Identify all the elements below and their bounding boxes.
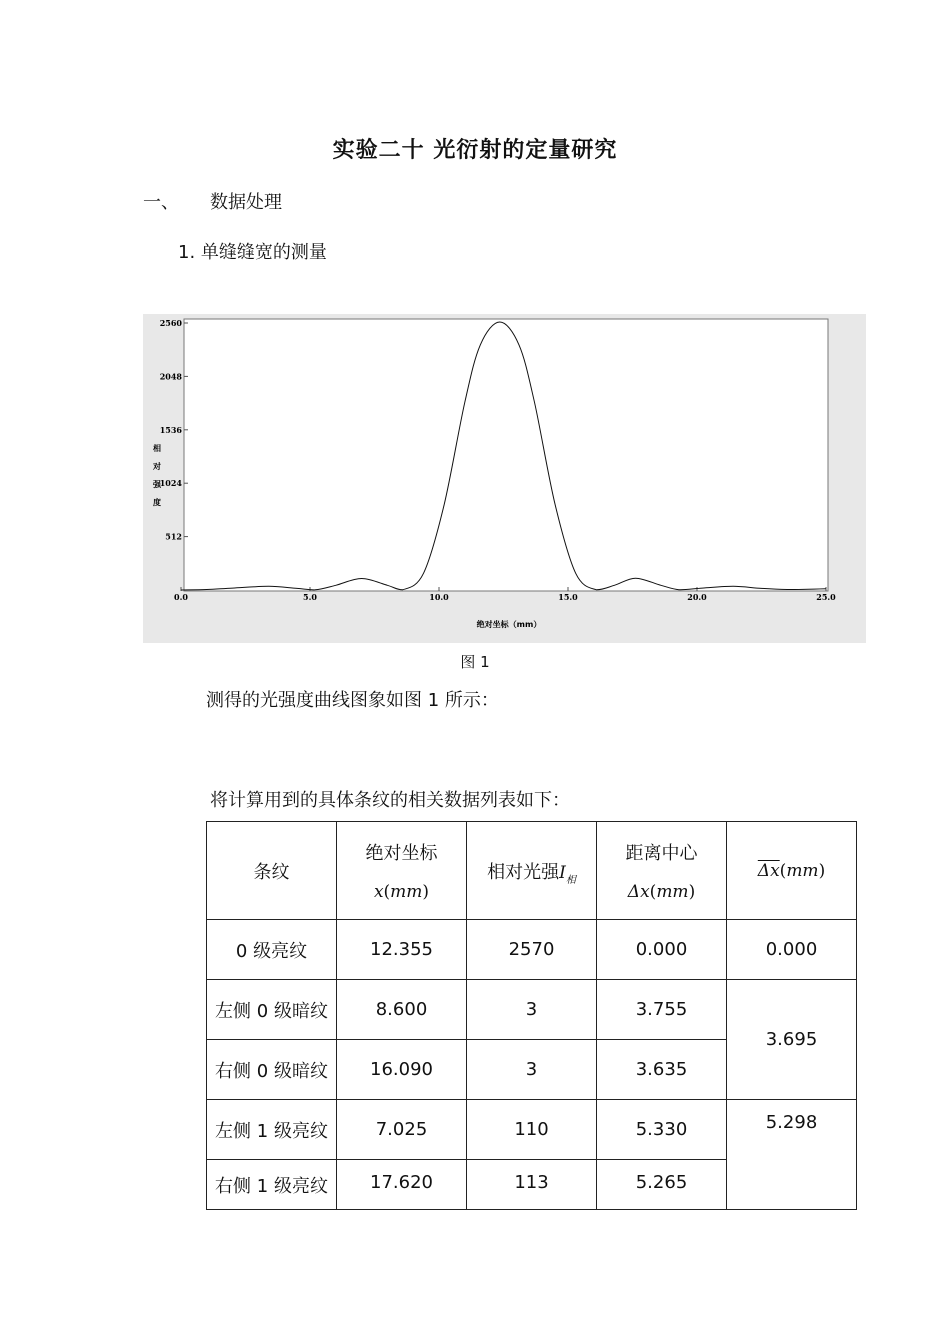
row-label: 右侧 1 级亮纹 <box>207 1160 337 1210</box>
row-avg: 0.000 <box>727 920 857 980</box>
row-x: 16.090 <box>337 1040 467 1100</box>
plot-area <box>184 319 828 591</box>
row-x: 7.025 <box>337 1100 467 1160</box>
x-tick-label: 0.0 <box>174 592 188 602</box>
y-tick-label: 1024 <box>159 478 182 489</box>
x-tick-label: 5.0 <box>303 592 317 602</box>
table-row <box>207 980 857 1040</box>
unit-mm: mm <box>656 882 689 902</box>
var-dx: Δx <box>627 882 650 902</box>
var-i-sub: 相 <box>565 874 576 886</box>
subsection-title: 1. 单缝缝宽的测量 <box>178 242 327 263</box>
row-label: 左侧 1 级亮纹 <box>207 1100 337 1160</box>
row-intensity: 3 <box>467 980 597 1040</box>
row-dx: 5.265 <box>597 1160 727 1210</box>
row-dx: 3.755 <box>597 980 727 1040</box>
section-title: 数据处理 <box>210 192 282 213</box>
y-tick-label: 1536 <box>159 424 182 435</box>
row-intensity: 113 <box>467 1160 597 1210</box>
table-header-row <box>207 822 857 920</box>
y-axis-label-char: 相 <box>153 444 161 453</box>
row-dx: 3.635 <box>597 1040 727 1100</box>
paragraph-2: 将计算用到的具体条纹的相关数据列表如下： <box>210 790 570 811</box>
row-dx: 5.330 <box>597 1100 727 1160</box>
row-label: 左侧 0 级暗纹 <box>207 980 337 1040</box>
y-axis-label-char: 度 <box>153 498 161 507</box>
x-tick-label: 15.0 <box>558 592 578 602</box>
header-dist-center-text: 距离中心 <box>625 843 698 864</box>
table-row <box>207 1100 857 1160</box>
row-avg: 5.298 <box>727 1100 857 1210</box>
x-tick-label: 10.0 <box>429 592 449 602</box>
unit-mm: mm <box>786 861 819 881</box>
row-x: 17.620 <box>337 1160 467 1210</box>
y-tick-label: 2560 <box>159 318 182 328</box>
header-abs-coord-text: 绝对坐标 <box>365 843 438 864</box>
row-avg: 3.695 <box>727 980 857 1100</box>
header-rel-intensity <box>467 822 597 920</box>
intensity-chart <box>143 314 866 643</box>
paragraph-1: 测得的光强度曲线图象如图 1 所示： <box>206 690 499 711</box>
row-x: 12.355 <box>337 920 467 980</box>
row-label: 右侧 0 级暗纹 <box>207 1040 337 1100</box>
chart-svg <box>143 314 866 643</box>
x-tick-label: 20.0 <box>687 592 707 602</box>
var-x: x <box>373 882 384 902</box>
row-intensity: 110 <box>467 1100 597 1160</box>
unit-mm: mm <box>390 882 423 902</box>
row-intensity: 2570 <box>467 920 597 980</box>
header-dist-center: 距离中心 Δx(mm) <box>597 822 727 920</box>
header-fringe: 条纹 <box>207 822 337 920</box>
row-label: 0 级亮纹 <box>207 920 337 980</box>
var-avg-dx: $\overline{\Delta x}$ <box>757 861 780 881</box>
y-axis-label-char: 强 <box>153 480 161 489</box>
figure-caption: 图 1 <box>460 653 490 671</box>
section-number: 一、 <box>143 192 179 213</box>
y-tick-label: 512 <box>165 531 182 542</box>
data-table <box>206 821 857 1210</box>
x-axis-label: 绝对坐标（mm） <box>476 620 542 629</box>
table-row <box>207 920 857 980</box>
row-dx: 0.000 <box>597 920 727 980</box>
header-rel-intensity-text: 相对光强 <box>487 861 560 883</box>
document-title: 实验二十 光衍射的定量研究 <box>332 138 618 163</box>
y-axis-label-char: 对 <box>153 462 161 471</box>
header-abs-coord: 绝对坐标 x(mm) <box>337 822 467 920</box>
row-x: 8.600 <box>337 980 467 1040</box>
y-tick-label: 2048 <box>159 371 182 382</box>
x-tick-label: 25.0 <box>816 592 836 602</box>
header-avg-dx: $\overline{\Delta x}(mm)$ <box>727 822 857 920</box>
row-intensity: 3 <box>467 1040 597 1100</box>
var-i: I <box>559 862 566 883</box>
